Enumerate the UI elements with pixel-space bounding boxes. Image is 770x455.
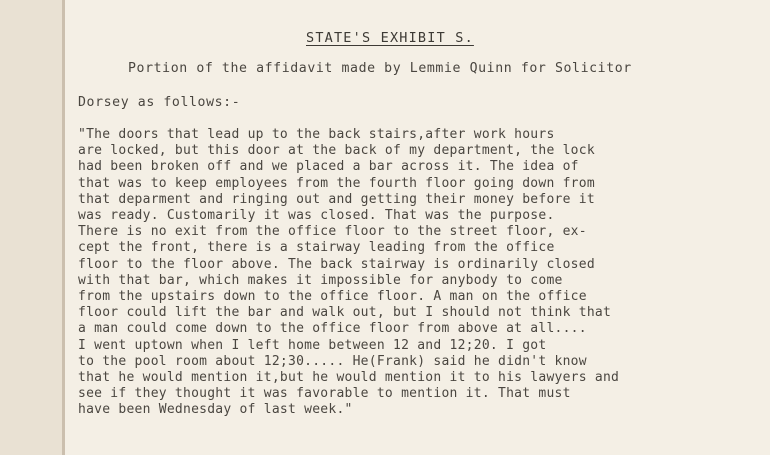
text-line: that deparment and ringing out and getting their money before it (78, 191, 595, 207)
intro-line-1: Portion of the affidavit made by Lemmie Quinn for Solicitor (128, 61, 632, 76)
text-line: I went uptown when I left home between 12 and 12;20. I got (78, 337, 547, 353)
text-line: to the pool room about 12;30..... He(Frank) said he didn't know (78, 353, 587, 369)
page-left-margin (0, 0, 62, 455)
text-line: that was to keep employees from the fourth floor going down from (78, 175, 595, 191)
text-line: cept the front, there is a stairway leading from the office (78, 240, 555, 256)
text-line: see if they thought it was favorable to mention it. That must (78, 386, 571, 402)
text-line: from the upstairs down to the office floor. A man on the office (78, 289, 587, 305)
text-line: There is no exit from the office floor to the street floor, ex- (78, 224, 587, 240)
exhibit-heading: STATE'S EXHIBIT S. (306, 30, 474, 46)
text-line: that he would mention it,but he would mention it to his lawyers and (78, 370, 620, 386)
margin-rule-line (62, 0, 65, 455)
text-line: with that bar, which makes it impossible for anybody to come (78, 272, 563, 288)
text-line: "The doors that lead up to the back stairs,after work hours (78, 127, 555, 142)
text-line: have been Wednesday of last week." (78, 402, 353, 418)
affidavit-text (78, 127, 758, 419)
text-line: floor could lift the bar and walk out, but I should not think that (78, 305, 612, 321)
text-line: are locked, but this door at the back of my department, the lock (78, 143, 595, 159)
text-line: had been broken off and we placed a bar across it. The idea of (78, 159, 579, 175)
intro-line-2: Dorsey as follows:- (78, 95, 241, 110)
text-line: a man could come down to the office floor from above at all.... (78, 321, 587, 337)
text-line: was ready. Customarily it was closed. That was the purpose. (78, 208, 555, 224)
text-line: floor to the floor above. The back stairway is ordinarily closed (78, 256, 595, 272)
